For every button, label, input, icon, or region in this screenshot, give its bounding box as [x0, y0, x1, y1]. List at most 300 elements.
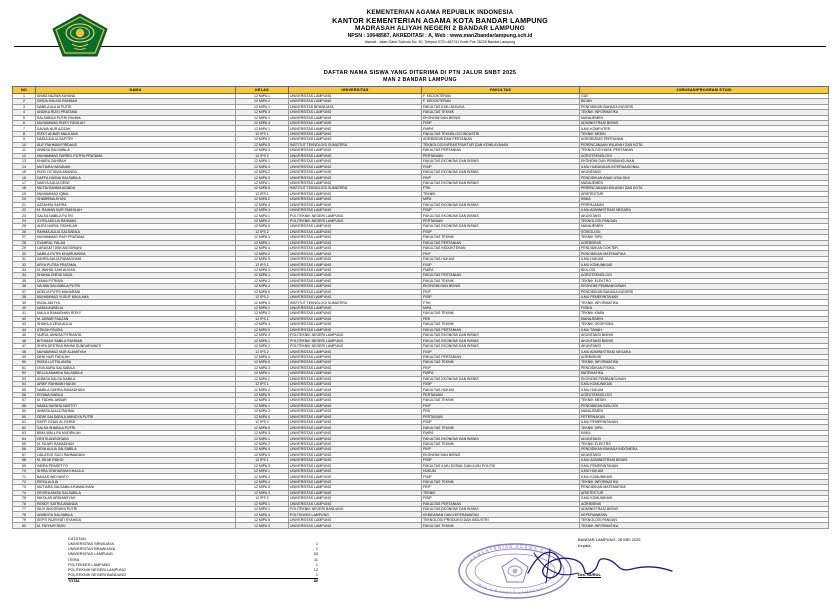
table-cell: 12 MIPA 3 — [236, 463, 289, 468]
table-cell: 12 MIPA 5 — [236, 142, 289, 147]
table-cell: INSTITUT TEKNOLOGI SUMATERA — [289, 142, 422, 147]
table-cell: TEKNIK INFORMATIKA — [580, 300, 829, 305]
table-cell: 12 MIPA 1 — [236, 338, 289, 343]
table-cell: 12 MIPA 5 — [236, 392, 289, 397]
table-cell: UNIVERSITAS BRAWIJAYA — [289, 104, 422, 109]
signature-position: Kepala, — [578, 542, 592, 548]
table-cell: FAKULTAS TEKNIK — [422, 425, 580, 430]
table-cell: POLITEKNIK NEGERI LAMPUNG — [289, 343, 422, 348]
table-cell: 12 IPS 2 — [236, 229, 289, 234]
table-cell: UNIVERSITAS LAMPUNG — [289, 153, 422, 158]
table-cell: NURUL ANNISA FITRIANTA — [36, 333, 236, 338]
table-cell: POLTEKKES LAMPUNG — [289, 512, 422, 517]
notes-total-label: TOTAL — [68, 579, 81, 584]
table-cell: UNIVERSITAS LAMPUNG — [289, 398, 422, 403]
document-title — [0, 70, 840, 83]
table-cell: 12 MIPA 5 — [236, 327, 289, 332]
table-cell: 29 — [13, 246, 36, 251]
table-cell: FAKULTAS EKONOMI DAN BISNIS — [422, 202, 580, 207]
notes-item-label: POLTEKKES LAMPUNG — [68, 562, 111, 567]
table-cell: PENDIDIKAN BAHASA INGGRIS — [580, 104, 829, 109]
table-cell: ILMU ADMINISTRASI NEGARA — [580, 207, 829, 212]
table-cell: SHIRA SYAHARANI KHALILA — [36, 468, 236, 473]
table-cell: 12 IPS 1 — [236, 316, 289, 321]
table-cell: FAKULTAS PERTANIAN — [422, 273, 580, 278]
table-cell: BAGAS WIDYANTO — [36, 474, 236, 479]
table-cell: 21 — [13, 202, 36, 207]
table-cell: DEVA AULIA SALSABILA — [36, 447, 236, 452]
table-cell: UNIVERSITAS LAMPUNG — [289, 159, 422, 164]
table-cell: UNIVERSITAS LAMPUNG — [289, 175, 422, 180]
table-cell: PERTANIAN — [422, 153, 580, 158]
table-cell: 15 — [13, 169, 36, 174]
table-cell: 12 MIPA 2 — [236, 507, 289, 512]
table-cell: FISIP — [422, 458, 580, 463]
notes-item-count: 1 — [315, 542, 318, 546]
table-cell: UNIVERSITAS LAMPUNG — [289, 349, 422, 354]
letterhead-text — [0, 9, 840, 45]
table-cell: 35 — [13, 278, 36, 283]
table-cell: PENDIDIKAN BAHASA INGGRIS — [580, 289, 829, 294]
table-cell: RIZAL ADITYA — [36, 300, 236, 305]
column-header-universitas: UNIVERSITAS — [289, 87, 422, 93]
table-cell: UNIVERSITAS LAMPUNG — [289, 284, 422, 289]
table-cell: KIMIA — [580, 197, 829, 202]
table-cell: 46 — [13, 338, 36, 343]
table-cell: MUHAMMAD RIZKY FADILAH — [36, 120, 236, 125]
table-cell: ARSITEKTUR — [580, 191, 829, 196]
table-cell: ANNISA AULIA RAHMA — [36, 409, 236, 414]
table-cell: M. RAIHAN NUR FADHILAH — [36, 207, 236, 212]
table-cell: 63 — [13, 430, 36, 435]
table-cell: 42 — [13, 316, 36, 321]
table-cell: TEKNIK INFORMATIKA — [580, 360, 829, 365]
table-cell: POLITEKNIK NEGERI LAMPUNG — [289, 213, 422, 218]
table-cell: EKONOMI DAN BISNIS — [422, 452, 580, 457]
table-cell: 19 — [13, 191, 36, 196]
table-cell: FAKULTAS EKONOMI DAN BISNIS — [422, 169, 580, 174]
table-cell: ILMU ADMINISTRASI BISNIS — [580, 458, 829, 463]
table-cell: FAKULTAS EKONOMI DAN BISNIS — [422, 507, 580, 512]
table-cell: ANNISA SALSA NABILA — [36, 376, 236, 381]
table-cell: SALSABILA PUTRI RAHMA — [36, 115, 236, 120]
table-cell: FISIP — [422, 164, 580, 169]
table-cell: 23 — [13, 213, 36, 218]
table-cell: TEKNIK MESIN — [580, 131, 829, 136]
table-cell: 12 MIPA 5 — [236, 256, 289, 261]
notes-item-label: ITERA — [68, 557, 80, 562]
table-cell: 12 IPS 1 — [236, 458, 289, 463]
table-cell: M. WAHID ZAKI ALVIAN — [36, 267, 236, 272]
table-cell: 4 — [13, 110, 36, 115]
table-cell: ANDIKA RIZKI PRATAMA — [36, 110, 236, 115]
table-cell: KIMIA — [580, 430, 829, 435]
table-cell: 41 — [13, 311, 36, 316]
table-cell: ILMU KOMUNIKASI — [580, 262, 829, 267]
table-cell: FAKULTAS EKONOMI DAN BISNIS — [422, 213, 580, 218]
table-cell: POLITEKNIK NEGERI LAMPUNG — [289, 333, 422, 338]
table-cell: MAULA RAMADHAN RIZKY — [36, 311, 236, 316]
table-cell: SALSA SHABILA PUTRI — [36, 425, 236, 430]
table-cell: 12 MIPA 1 — [236, 93, 289, 98]
table-cell: UNIVERSITAS LAMPUNG — [289, 441, 422, 446]
table-cell: UNIVERSITAS LAMPUNG — [289, 447, 422, 452]
table-cell: 2 — [13, 99, 36, 104]
column-header-no: NO — [13, 87, 36, 93]
table-cell: FAKULTAS PERTANIAN — [422, 240, 580, 245]
table-cell: 12 MIPA 1 — [236, 501, 289, 506]
table-cell: TEKNIK MESIN — [580, 398, 829, 403]
table-cell: 40 — [13, 305, 36, 310]
table-cell: BITHAIAH SABILA RAHMAN — [36, 338, 236, 343]
table-cell: NABILA AULIA PUTRI — [36, 104, 236, 109]
table-cell: MANAJEMEN — [580, 316, 829, 321]
table-cell: AGRIBISNIS — [580, 240, 829, 245]
column-header-jurusan: JURUSAN/PROGRAM STUDI — [580, 87, 829, 93]
table-cell: 33 — [13, 267, 36, 272]
table-cell: 56 — [13, 392, 36, 397]
table-cell: ANISA NAZWA KAYANA — [36, 93, 236, 98]
table-cell: FMIPA — [422, 371, 580, 376]
table-cell: AGRIBISNIS — [580, 354, 829, 359]
table-cell: 12 MIPA 2 — [236, 376, 289, 381]
table-cell: UNIVERSITAS LAMPUNG — [289, 365, 422, 370]
table-cell: AGROBISNIS PERTANIAN — [580, 137, 829, 142]
table-cell: MUTIA RAHMA ADINDA — [36, 186, 236, 191]
table-cell: 12 MIPA 3 — [236, 207, 289, 212]
table-cell: PERTANIAN — [422, 392, 580, 397]
table-cell: 14 — [13, 164, 36, 169]
letterhead-line-4: NPSN : 10648587, AKREDITASI : A, Web : www.man2bandarlampung.sch.id — [347, 33, 533, 39]
table-cell: 12 IPS 2 — [236, 153, 289, 158]
table-cell: FMIPA — [422, 430, 580, 435]
table-cell: FAKULTAS ILMU BUDAYA — [422, 104, 580, 109]
notes-item-count: 53 — [313, 552, 318, 557]
table-cell: FAKULTAS TEKNIK — [422, 322, 580, 327]
table-cell: FKIP — [422, 175, 580, 180]
table-cell: SOSIOLOGI — [580, 229, 829, 234]
notes-section — [68, 537, 318, 585]
table-cell: 9 — [13, 137, 36, 142]
table-cell: MATEMATIKA — [580, 371, 829, 376]
table-cell: 12 MIPA 3 — [236, 300, 289, 305]
letterhead — [0, 0, 840, 67]
table-cell: UNIVERSITAS LAMPUNG — [289, 224, 422, 229]
table-cell: UNIVERSITAS LAMPUNG — [289, 294, 422, 299]
notes-item-count: 1 — [315, 562, 318, 567]
table-cell: UNIVERSITAS LAMPUNG — [289, 474, 422, 479]
table-cell: EKONOMI DAN BISNIS — [422, 284, 580, 289]
table-cell: RIZKA LUTFIA ANISA — [36, 360, 236, 365]
table-cell: 48 — [13, 349, 36, 354]
table-cell: ADMINISTRASI BISNIS — [580, 507, 829, 512]
table-cell: UNIVERSITAS LAMPUNG — [289, 458, 422, 463]
table-cell: MIPA — [422, 305, 580, 310]
table-cell: LARASATI DWI ANGGRAINI — [36, 246, 236, 251]
table-cell: PENDIDIKAN BIOLOGI — [580, 403, 829, 408]
student-table — [12, 86, 829, 528]
table-cell: UNIVERSITAS LAMPUNG — [289, 468, 422, 473]
table-cell: RAHMA AULIA SALSABILA — [36, 229, 236, 234]
table-cell: AKUNTANSI — [580, 343, 829, 348]
table-cell: ILMU TANAH — [580, 327, 829, 332]
table-cell: KEBIDANAN DAN KEPERAWATAN — [422, 512, 580, 517]
table-cell: SHANIA ZHEVA NAZA — [36, 273, 236, 278]
table-cell: 34 — [13, 273, 36, 278]
table-cell: FKIP — [422, 403, 580, 408]
table-cell: ILMU HUKUM — [580, 387, 829, 392]
table-cell: TEKNOLOGI HASIL PERTANIAN — [580, 148, 829, 153]
table-cell: 12 IPS 1 — [236, 191, 289, 196]
table-cell: AGROTEKNOLOGI — [580, 153, 829, 158]
table-cell: AKUNTANSI — [580, 452, 829, 457]
table-cell: 12 MIPA 3 — [236, 430, 289, 435]
table-cell: UNIVERSITAS LAMPUNG — [289, 485, 422, 490]
table-cell: 12 MIPA 3 — [236, 148, 289, 153]
letterhead-line-1: KEMENTERIAN AGAMA REPUBLIK INDONESIA — [366, 9, 514, 16]
table-cell: 12 MIPA 4 — [236, 479, 289, 484]
table-cell: 17 — [13, 180, 36, 185]
table-cell: MANAJEMEN — [580, 180, 829, 185]
table-cell: 12 MIPA 2 — [236, 311, 289, 316]
table-cell: UNIVERSITAS LAMPUNG — [289, 246, 422, 251]
column-header-kelas: KELAS — [236, 87, 289, 93]
table-cell: 38 — [13, 294, 36, 299]
table-cell: RIZKI OCTAVIA ANANDA — [36, 169, 236, 174]
table-cell: AKUNTANSI — [580, 436, 829, 441]
table-cell: FAKULTAS TEKNIK — [422, 479, 580, 484]
table-cell: AKUNTANSI BISNIS — [580, 338, 829, 343]
table-cell: 69 — [13, 463, 36, 468]
table-cell: UNIVERSITAS LAMPUNG — [289, 93, 422, 98]
table-cell: FAKULTAS PERTANIAN — [422, 501, 580, 506]
table-cell: TEKNOLOGI PANGAN — [580, 517, 829, 522]
table-cell: NIKOLAS ARDIANSYAH — [36, 496, 236, 501]
table-cell: UNIVERSITAS LAMPUNG — [289, 169, 422, 174]
table-cell: SEPTI FAJRIYATI SYAHIDA — [36, 517, 236, 522]
table-cell: 39 — [13, 300, 36, 305]
table-cell: ALIFA NURUL FADHILAH — [36, 224, 236, 229]
table-cell: UNIVERSITAS LAMPUNG — [289, 197, 422, 202]
table-cell: UNIVERSITAS LAMPUNG — [289, 327, 422, 332]
table-cell: 5 — [13, 115, 36, 120]
table-cell: 20 — [13, 197, 36, 202]
table-cell: 70 — [13, 468, 36, 473]
table-cell: AGRIBISNIS — [580, 501, 829, 506]
table-cell: 12 MIPA 1 — [236, 371, 289, 376]
table-cell: FTIK — [422, 300, 580, 305]
table-cell: EKONOMI DAN PEMBANGUNAN — [580, 159, 829, 164]
table-cell: TEKNOLOGI INFRASTRUKTUR DAN KEWILAYAHAN — [422, 142, 580, 147]
table-cell: ILMU KOMPUTER — [580, 126, 829, 131]
table-cell: UNIVERSITAS LAMPUNG — [289, 354, 422, 359]
table-cell: 12 MIPA 5 — [236, 517, 289, 522]
table-cell: 50 — [13, 360, 36, 365]
table-cell: UNIVERSITAS LAMPUNG — [289, 376, 422, 381]
table-cell: UNIVERSITAS LAMPUNG — [289, 436, 422, 441]
table-cell: INSTITUT TEKNOLOGI SUMATERA — [289, 300, 422, 305]
table-cell: UNIVERSITAS LAMPUNG — [289, 229, 422, 234]
table-cell: 12 MIPA 4 — [236, 246, 289, 251]
table-cell: 12 MIPA 4 — [236, 164, 289, 169]
table-cell: EKONOMI PEMBANGUNAN — [580, 376, 829, 381]
table-cell: 12 IPS 1 — [236, 262, 289, 267]
table-cell: UNIVERSITAS LAMPUNG — [289, 115, 422, 120]
table-cell: FAKULTAS KEDOKTERAN — [422, 246, 580, 251]
table-cell: MUHAMMAD RAFI PRATAMA — [36, 235, 236, 240]
notes-item-label: UNIVERSITAS SRIWIJAYA — [68, 542, 114, 546]
table-cell: FISIP — [422, 262, 580, 267]
table-cell: 16 — [13, 175, 36, 180]
table-cell: PENDIDIKAN DOKTER — [580, 246, 829, 251]
table-cell: 62 — [13, 425, 36, 430]
table-cell: ATIKAH FAUZIA — [36, 327, 236, 332]
table-cell: 71 — [13, 474, 36, 479]
table-cell: MANAJEMEN — [580, 224, 829, 229]
table-cell: NADIA AULIA SAFITRI — [36, 137, 236, 142]
table-cell: UNIVERSITAS LAMPUNG — [289, 191, 422, 196]
table-cell: 44 — [13, 327, 36, 332]
table-cell: FAKULTAS PERTANIAN — [422, 148, 580, 153]
table-cell: FAKULTAS TEKNIK — [422, 360, 580, 365]
table-cell: UNIVERSITAS LAMPUNG — [289, 425, 422, 430]
table-cell: UNIVERSITAS LAMPUNG — [289, 137, 422, 142]
table-cell: AGROTEKNOLOGI — [580, 273, 829, 278]
table-cell: 12 — [13, 153, 36, 158]
table-cell: 28 — [13, 240, 36, 245]
table-cell: FAKULTAS EKONOMI DAN BISNIS — [422, 159, 580, 164]
table-cell: FISIP — [422, 381, 580, 386]
table-cell: 43 — [13, 322, 36, 327]
table-cell: 61 — [13, 420, 36, 425]
table-cell: FISIP — [422, 496, 580, 501]
table-cell: UNIVERSITAS LAMPUNG — [289, 164, 422, 169]
table-cell: PERPAJAKAN — [580, 202, 829, 207]
table-cell: KEPERAWATAN — [580, 512, 829, 517]
table-cell: 12 MIPA 1 — [236, 180, 289, 185]
table-cell: 6 — [13, 120, 36, 125]
table-cell: TEKNIK GEOFISIKA — [580, 322, 829, 327]
table-cell: 3 — [13, 104, 36, 109]
table-cell: 26 — [13, 229, 36, 234]
table-cell: ILMU ADMINISTRASI NEGARA — [580, 349, 829, 354]
table-cell: 66 — [13, 447, 36, 452]
table-cell: EKONOMI DAN BISNIS — [422, 115, 580, 120]
table-cell: FISIP — [422, 349, 580, 354]
document-title-line-2: MAN 2 BANDAR LAMPUNG — [383, 77, 457, 83]
table-cell: ADELIA PUTRI MAHARANI — [36, 289, 236, 294]
table-cell: 12 MIPA 1 — [236, 403, 289, 408]
table-cell: SHAKILA ZEVA AULIA — [36, 322, 236, 327]
table-cell: UNIVERSITAS LAMPUNG — [289, 240, 422, 245]
table-cell: ILMU PEMERINTAHAN — [580, 294, 829, 299]
table-cell: ANNISA SALSABILA — [36, 148, 236, 153]
table-cell: UNIVERSITAS LAMPUNG — [289, 496, 422, 501]
table-cell: UNIVERSITAS LAMPUNG — [289, 322, 422, 327]
column-header-fakultas: FAKULTAS — [422, 87, 580, 93]
table-cell: FISIP — [422, 294, 580, 299]
table-cell: UNIVERSITAS LAMPUNG — [289, 371, 422, 376]
table-cell: FISIP — [422, 474, 580, 479]
table-cell: 53 — [13, 376, 36, 381]
notes-total-count: 80 — [313, 579, 318, 584]
table-cell: 47 — [13, 343, 36, 348]
table-cell: 12 MIPA 2 — [236, 278, 289, 283]
table-cell: 67 — [13, 452, 36, 457]
table-cell: 76 — [13, 501, 36, 506]
table-cell: UNIVERSITAS LAMPUNG — [289, 267, 422, 272]
notes-item-count: 11 — [314, 557, 318, 562]
table-cell: FAKULTAS EKONOMI DAN BISNIS — [422, 224, 580, 229]
table-cell: 36 — [13, 284, 36, 289]
table-cell: PERENCANAAN WILAYAH DAN KOTA — [580, 186, 829, 191]
table-cell: MUHAMMAD IQBAL — [36, 191, 236, 196]
table-cell: 12 MIPA 5 — [236, 360, 289, 365]
table-cell: RAFFI DZAKI AL FARIZI — [36, 420, 236, 425]
table-cell: 78 — [13, 512, 36, 517]
table-cell: 77 — [13, 507, 36, 512]
table-cell: UNIVERSITAS LAMPUNG — [289, 381, 422, 386]
signature-place-date: BANDAR LAMPUNG, 28 MEI 2025 — [578, 536, 641, 542]
table-cell: 12 MIPA 3 — [236, 523, 289, 528]
table-cell: UNIVERSITAS LAMPUNG — [289, 409, 422, 414]
table-cell: 12 MIPA 2 — [236, 218, 289, 223]
table-cell: FAKULTAS TEKNIK — [422, 311, 580, 316]
table-cell: FAKULTAS EKONOMI DAN BISNIS — [422, 343, 580, 348]
table-cell: UNIVERSITAS LAMPUNG — [289, 131, 422, 136]
table-cell: FAKULTAS EKONOMI DAN BISNIS — [422, 180, 580, 185]
table-cell: FAKULTAS EKONOMI DAN BISNIS — [422, 338, 580, 343]
table-cell: 12 MIPA 4 — [236, 387, 289, 392]
table-cell: FAKULTAS HUKUM — [422, 256, 580, 261]
table-cell: M. AKBAR FAUZAN — [36, 316, 236, 321]
table-cell: UNIVERSITAS LAMPUNG — [289, 99, 422, 104]
table-cell: AGROTEKNOLOGI — [580, 392, 829, 397]
table-cell: 12 MIPA 3 — [236, 333, 289, 338]
notes-heading: CATATAN — [68, 536, 86, 541]
table-cell: FAKULTAS PERTANIAN — [422, 327, 580, 332]
table-cell: UNIVERSITAS LAMPUNG — [289, 403, 422, 408]
table-row — [13, 523, 829, 528]
table-cell: 68 — [13, 458, 36, 463]
table-cell: INDRA PRASETYO — [36, 463, 236, 468]
table-cell: FEB — [422, 316, 580, 321]
table-cell: DIANA FITRIANI — [36, 278, 236, 283]
table-cell: UNIVERSITAS LAMPUNG — [289, 490, 422, 495]
table-cell: FAKULTAS ILMU SOSIAL DAN ILMU POLITIK — [422, 463, 580, 468]
svg-text:KEMENTERIAN AGAMA RI: KEMENTERIAN AGAMA RI — [468, 543, 548, 563]
table-cell: TEKNIK ELEKTRO — [580, 278, 829, 283]
table-cell: MUHAMMAD FARREL PUTRA PRATAMA — [36, 153, 236, 158]
table-cell: INSTITUT TEKNOLOGI SUMATERA — [289, 186, 422, 191]
table-cell: 12 MIPA 5 — [236, 452, 289, 457]
table-cell: 12 MIPA 3 — [236, 398, 289, 403]
table-cell: 12 MIPA 3 — [236, 490, 289, 495]
table-cell: AZZAHRA SAFIRA — [36, 202, 236, 207]
table-cell: FTIK — [422, 186, 580, 191]
table-cell: FAKULTAS TEKNIK — [422, 110, 580, 115]
table-cell: 54 — [13, 381, 36, 386]
table-cell: ILMU KOMUNIKASI — [580, 381, 829, 386]
table-cell: BIMA WALLIYA MUDRIKAH — [36, 430, 236, 435]
table-cell: POLITEKNIK NEGERI LAMPUNG — [289, 218, 422, 223]
table-cell: F. KEDOKTERAN — [422, 93, 580, 98]
table-cell: 52 — [13, 371, 36, 376]
table-cell: 55 — [13, 387, 36, 392]
table-cell: 57 — [13, 398, 36, 403]
notes-item-label: UNIVERSITAS LAMPUNG — [68, 552, 113, 557]
table-cell: 12 MIPA 4 — [236, 354, 289, 359]
